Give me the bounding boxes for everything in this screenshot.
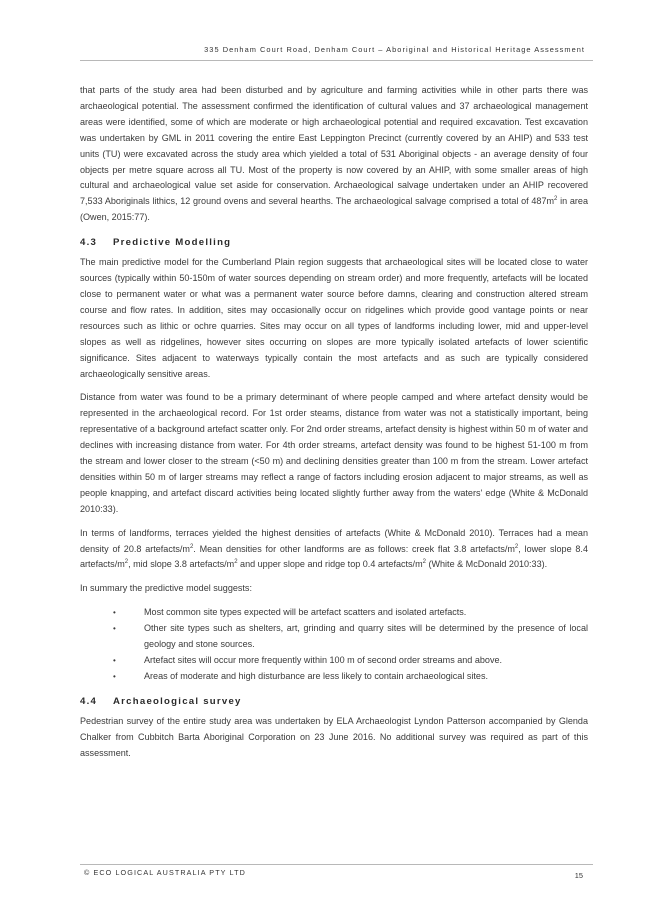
section-title: Predictive Modelling — [113, 237, 232, 249]
section-title: Archaeological survey — [113, 695, 242, 707]
superscript: 2 — [422, 559, 426, 566]
list-item-text: Most common site types expected will be artefact scatters and isolated artefacts. — [144, 607, 467, 618]
list-item — [80, 621, 588, 653]
page-body — [80, 83, 588, 770]
superscript: 2 — [234, 559, 238, 566]
paragraph-survey: Pedestrian survey of the entire study area was undertaken by ELA Archaeologist Lyndon Patterson accompanied by Glenda Chalker from Cubbitch Barta Aboriginal Corporation on 23 June 2016. No additional survey was required as part of this assessment. — [80, 715, 588, 758]
list-item — [80, 669, 588, 685]
list-item-text: Areas of moderate and high disturbance are less likely to contain archaeological sites. — [144, 670, 488, 681]
paragraph-landforms — [80, 526, 588, 574]
section-heading-4-4 — [80, 694, 588, 709]
landforms-text-2: . Mean densities for other landforms are as follows: creek flat 3.8 artefacts/m — [193, 543, 515, 554]
landforms-text-1: In terms of landforms, terraces yielded the highest densities of artefacts (White & McDonald 2010). Terraces had a mean density of 20.8 artefacts/m — [80, 527, 588, 554]
superscript: 2 — [189, 543, 194, 550]
superscript: 2 — [124, 559, 129, 566]
bullet-icon: • — [113, 608, 116, 618]
bullet-icon: • — [113, 671, 116, 681]
landforms-text-4: , mid slope 3.8 artefacts/m — [128, 559, 235, 570]
list-item — [80, 653, 588, 669]
landforms-text-3: , lower slope 8.4 artefacts/m — [80, 543, 588, 570]
footer-company: © ECO LOGICAL AUSTRALIA PTY LTD — [84, 868, 246, 877]
section-number: 4.3 — [80, 237, 98, 249]
bullet-icon: • — [113, 624, 116, 634]
intro-tail: in area (Owen, 2015:77). — [80, 196, 588, 223]
superscript: 2 — [554, 196, 558, 203]
bullet-icon: • — [113, 656, 116, 665]
list-item-text: Other site types such as shelters, art, grinding and quarry sites will be determined by the presence of local geology and stone sources. — [144, 623, 588, 650]
list-item-text: Artefact sites will occur more frequently within 100 m of second order streams and above. — [144, 655, 503, 665]
list-item — [80, 605, 588, 621]
header-divider — [80, 60, 593, 61]
paragraph-distance-from-water: Distance from water was found to be a primary determinant of where people camped and where artefact density would be represented in the archaeological record. For 1st order steams, distance from water was not a statistically important, being representative of a background artefact scatter only. For 2nd order streams, artefact density is highest within 50 m of water and declines with increasing distance from water. For 4th order streams, artefact density was found to be highest 51-100 m from the stream and lower closer to the stream (<50 m) and declining densities greater than 100 m from the stream. Lower artefact densities within 50 m of larger streams may reflect a range of factors including erosion adjacent to major streams, as well as people knapping, and artefact discard activities being located slightly further away from the waters' edge (White & McDonald 2010:33). — [80, 392, 588, 514]
superscript: 2 — [514, 543, 519, 550]
landforms-text-6: (White & McDonald 2010:33). — [425, 559, 548, 570]
footer-divider — [80, 864, 593, 865]
section-number: 4.4 — [80, 695, 98, 707]
paragraph-predictive-model: The main predictive model for the Cumberland Plain region suggests that archaeological sites will be located close to water sources (typically within 50-150m of water sources depending on stream order) and more frequently, artefacts will be located close to permanent water or what was a permanent water source before damns, clearing and construction altered stream course and flow rates. In addition, sites may occasionally occur on ridgelines which provide good vantage points or near resources such as lithic or ochre quarries. Sites may occur on all types of landforms including lower, mid and upper-level slopes as well as ridgelines, however sites occurring on slopes are more typically isolated artefacts of lower scientific significance. Sites adjacent to waterways typically contain the most artefacts and as such are typically considered archaeologically sensitive areas. — [80, 257, 588, 379]
paragraph-intro — [80, 83, 588, 226]
section-heading-4-3 — [80, 235, 588, 250]
predictive-model-list — [80, 605, 588, 685]
landforms-text-5: and upper slope and ridge top 0.4 artefacts/m — [237, 559, 423, 570]
paragraph-summary-intro: In summary the predictive model suggests: — [80, 583, 252, 594]
running-header: 335 Denham Court Road, Denham Court – Aboriginal and Historical Heritage Assessment — [204, 45, 585, 54]
intro-text: that parts of the study area had been disturbed and by agriculture and farming activities while in other parts there was archaeological potential. The assessment confirmed the identification of cultural values and 37 archaeological management areas were identified, some of which are moderate or high archaeological potential and required excavation. Test excavation was undertaken by GML in 2011 covering the entire East Leppington Precinct (currently covered by an AHIP) and 533 test units (TU) were excavated across the study area which yielded a total of 531 Aboriginal objects - an average density of four objects per metre square across all TU. Most of the property is now covered by an AHIP, with some smaller areas of high cultural and archaeological value set aside for conservation. Archaeological salvage undertaken under an AHIP recovered 7,533 Aboriginals lithics, 12 ground ovens and several hearths. The archaeological salvage comprised a total of 487m — [80, 85, 588, 207]
page-number: 15 — [574, 871, 583, 880]
